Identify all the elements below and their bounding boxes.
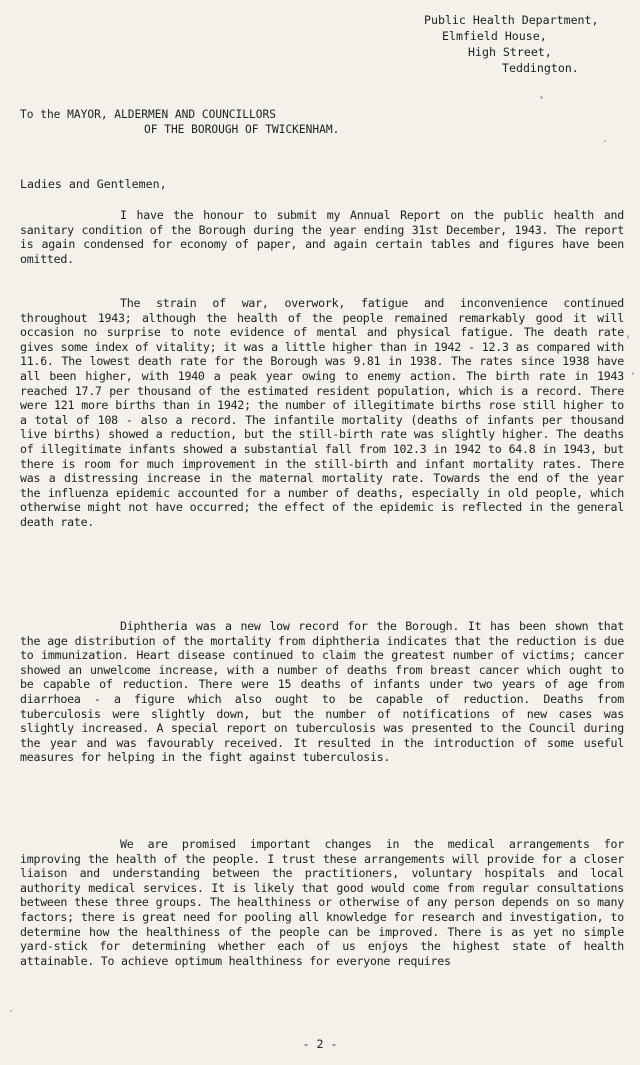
address-line-street: High Street, bbox=[468, 45, 552, 59]
sender-address bbox=[418, 12, 599, 76]
addressee-line-2: OF THE BOROUGH OF TWICKENHAM. bbox=[144, 123, 340, 136]
addressee-line-1: To the MAYOR, ALDERMEN AND COUNCILLORS bbox=[20, 108, 276, 121]
paper-speck bbox=[540, 96, 543, 99]
paper-speck bbox=[10, 1010, 12, 1012]
paragraph-4-container bbox=[20, 837, 624, 968]
paragraph-1: I have the honour to submit my Annual Report on the public health and sanitary condition of the Borough during the year ending 31st December, 1943. The report is again condensed for economy of paper, and again certain tables and figures have been omitted. bbox=[20, 208, 624, 266]
address-line-department: Public Health Department, bbox=[424, 13, 599, 27]
addressee-block bbox=[20, 107, 339, 137]
paragraph-3: Diphtheria was a new low record for the Borough. It has been shown that the age distribution of the mortality from diphtheria indicates that the reduction is due to immunization. Heart disease continued to claim the greatest number of victims; cancer showed an unwelcome increase, with a number of deaths from breast cancer which ought to be capable of reduction. There were 15 deaths of infants under two years of age from diarrhoea - a figure which also ought to be capable of reduction. Deaths from tuberculosis were slightly down, but the number of notifications of new cases was slightly increased. A special report on tuberculosis was presented to the Council during the year and was favourably received. It resulted in the introduction of some useful measures for helping in the fight against tuberculosis. bbox=[20, 619, 624, 765]
paragraph-2-container bbox=[20, 296, 624, 530]
address-line-town: Teddington. bbox=[502, 61, 579, 75]
paragraph-3-container bbox=[20, 619, 624, 765]
paragraph-4: We are promised important changes in the medical arrangements for improving the health of the people. I trust these arrangements will provide for a closer liaison and understanding between the practitioners, voluntary hospitals and local authority medical services. It is likely that good would come from regular consultations between these three groups. The healthiness or otherwise of any person depends on so many factors; there is great need for pooling all knowledge for research and investigation, to determine how the healthiness of the people can be improved. There is as yet no simple yard-stick for determining whether each of us enjoys the highest state of health attainable. To achieve optimum healthiness for everyone requires bbox=[20, 837, 624, 968]
paragraph-1-container bbox=[20, 208, 624, 266]
paragraph-2: The strain of war, overwork, fatigue and inconvenience continued throughout 1943; although the health of the people remained remarkably good it will occasion no surprise to note evidence of mental and physical fatigue. The death rate gives some index of vitality; it was a little higher than in 1942 - 12.3 as compared with 11.6. The lowest death rate for the Borough was 9.81 in 1938. The rates since 1938 have all been higher, with 1940 a peak year owing to enemy action. The birth rate in 1943 reached 17.7 per thousand of the estimated resident population, which is a record. There were 121 more births than in 1942; the number of illegitimate births rose still higher to a total of 108 - also a record. The infantile mortality (deaths of infants per thousand live births) showed a reduction, but the still-birth rate was slightly higher. The deaths of illegitimate infants showed a substantial fall from 102.3 in 1942 to 64.8 in 1943, but there is room for much improvement in the still-birth and infant mortality rates. There was a distressing increase in the maternal mortality rate. Towards the end of the year the influenza epidemic accounted for a number of deaths, especially in old people, which otherwise might not have occurred; the effect of the epidemic is reflected in the general death rate. bbox=[20, 296, 624, 529]
paper-speck bbox=[604, 140, 606, 142]
salutation: Ladies and Gentlemen, bbox=[20, 177, 167, 191]
address-line-building: Elmfield House, bbox=[442, 29, 547, 43]
paper-speck bbox=[627, 335, 629, 339]
paper-speck bbox=[632, 372, 634, 375]
page-number: - 2 - bbox=[302, 1037, 338, 1051]
